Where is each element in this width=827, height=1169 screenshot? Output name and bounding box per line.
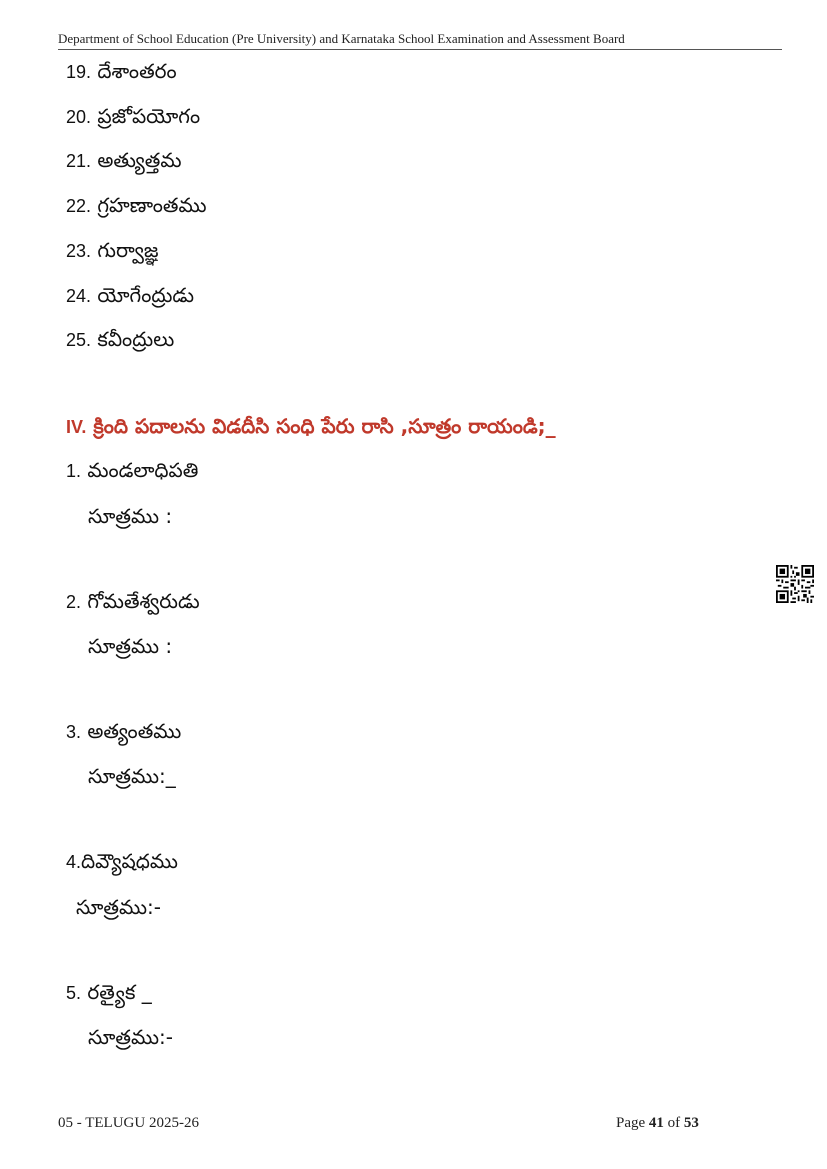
sutra-label: సూత్రము:- bbox=[88, 1025, 173, 1049]
question-text: మండలాధిపతి bbox=[87, 458, 199, 482]
list-item bbox=[66, 58, 177, 85]
sutra-label: సూత్రము : bbox=[88, 634, 173, 658]
current-page: 41 bbox=[648, 1115, 664, 1131]
item-word: దేశాంతరం bbox=[97, 59, 177, 83]
list-item bbox=[66, 192, 207, 219]
item-number: 23. bbox=[66, 241, 92, 261]
item-word: కవీంద్రులు bbox=[97, 327, 175, 351]
total-pages: 53 bbox=[683, 1115, 699, 1131]
question-word bbox=[66, 718, 181, 745]
item-word: గుర్వాజ్ఞ bbox=[97, 238, 159, 262]
list-item bbox=[66, 237, 159, 264]
item-word: యోగేంద్రుడు bbox=[97, 283, 195, 307]
item-word: అత్యుత్తమ bbox=[97, 148, 182, 172]
sutra-label: సూత్రము:- bbox=[76, 895, 161, 919]
question-word bbox=[66, 457, 198, 484]
page-header: Department of School Education (Pre University) and Karnataka School Examination and Assessment Board bbox=[58, 31, 782, 50]
sutra-label: సూత్రము : bbox=[88, 504, 173, 528]
question-number: 3. bbox=[66, 722, 82, 742]
page-of: of bbox=[663, 1115, 684, 1131]
question-text: అత్యంతము bbox=[87, 719, 182, 743]
qr-code-icon bbox=[776, 565, 814, 603]
item-word: గ్రహణాంతము bbox=[97, 193, 207, 217]
question-word bbox=[66, 979, 152, 1006]
question-number: 2. bbox=[66, 592, 82, 612]
list-item bbox=[66, 103, 200, 130]
question-number: 4. bbox=[66, 852, 82, 872]
item-word: ప్రజోపయోగం bbox=[97, 104, 201, 128]
question-number: 1. bbox=[66, 461, 82, 481]
item-number: 21. bbox=[66, 151, 92, 171]
page-prefix: Page bbox=[616, 1115, 649, 1131]
footer-left: 05 - TELUGU 2025-26 bbox=[58, 1115, 199, 1131]
question-number: 5. bbox=[66, 983, 82, 1003]
list-item bbox=[66, 147, 182, 174]
page-number bbox=[616, 1115, 699, 1132]
question-text: రత్యైక _ bbox=[87, 980, 152, 1004]
item-number: 25. bbox=[66, 330, 92, 350]
item-number: 19. bbox=[66, 62, 92, 82]
item-number: 20. bbox=[66, 107, 92, 127]
list-item bbox=[66, 326, 174, 353]
item-number: 22. bbox=[66, 196, 92, 216]
question-text: దివ్యౌషధము bbox=[81, 849, 178, 873]
item-number: 24. bbox=[66, 286, 92, 306]
question-word bbox=[66, 588, 200, 615]
section-heading bbox=[66, 412, 556, 441]
sutra-label: సూత్రము:_ bbox=[88, 764, 176, 788]
question-word bbox=[66, 848, 178, 875]
list-item bbox=[66, 282, 194, 309]
section-title: క్రింది పదాలను విడదీసి సంధి పేరు రాసి ,సూత్రం రాయండి;_ bbox=[93, 414, 556, 438]
question-text: గోమతేశ్వరుడు bbox=[87, 589, 200, 613]
section-number: IV. bbox=[66, 417, 87, 437]
